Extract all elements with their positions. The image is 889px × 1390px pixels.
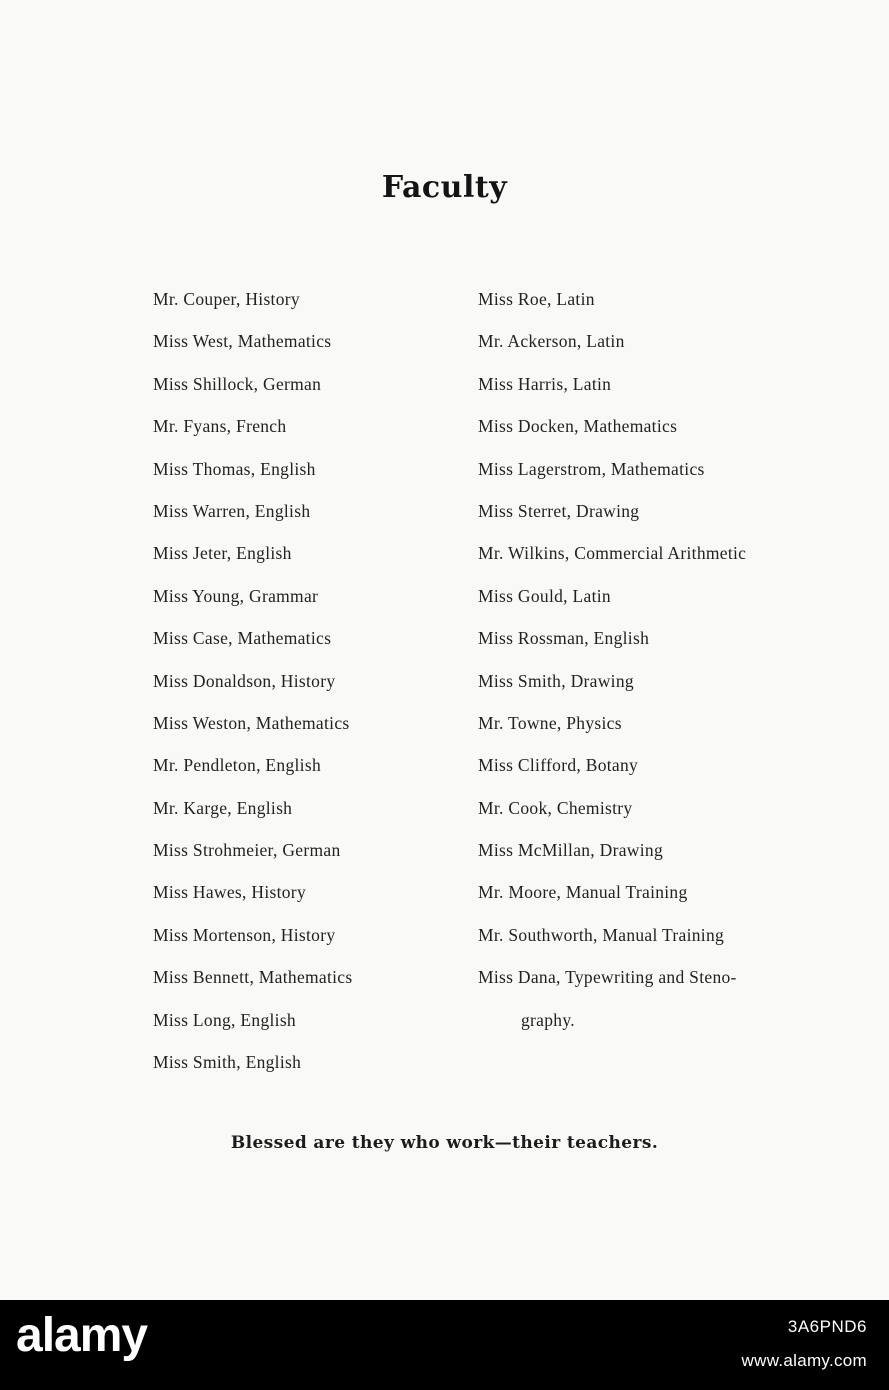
- faculty-entry-continuation: graphy.: [521, 1009, 575, 1030]
- faculty-entry: Miss Weston, Mathematics: [153, 712, 350, 733]
- image-id: 3A6PND6: [787, 1317, 867, 1336]
- faculty-entry: Mr. Karge, English: [153, 797, 293, 818]
- faculty-entry: Miss McMillan, Drawing: [478, 840, 663, 861]
- faculty-entry: Miss Thomas, English: [153, 458, 316, 479]
- faculty-entry: Miss Jeter, English: [153, 543, 292, 564]
- motto: Blessed are they who work—their teachers.: [230, 1133, 659, 1153]
- faculty-list-right: [478, 287, 818, 1050]
- faculty-entry: Mr. Fyans, French: [153, 416, 287, 437]
- site-url: www.alamy.com: [741, 1351, 867, 1370]
- brand-logo: alamy: [16, 1309, 148, 1362]
- faculty-entry: Mr. Southworth, Manual Training: [478, 924, 725, 945]
- faculty-entry: Miss Strohmeier, German: [153, 840, 341, 861]
- faculty-entry: Mr. Cook, Chemistry: [478, 797, 633, 818]
- faculty-entry: Miss Roe, Latin: [478, 289, 595, 309]
- faculty-entry: Miss Clifford, Botany: [478, 755, 639, 776]
- faculty-entry: Miss Shillock, German: [153, 373, 322, 394]
- faculty-entry: Miss Case, Mathematics: [153, 628, 332, 649]
- faculty-entry: Mr. Pendleton, English: [153, 755, 321, 776]
- faculty-entry: Miss Sterret, Drawing: [478, 500, 640, 521]
- faculty-list-left: [153, 287, 453, 1092]
- faculty-entry: Miss Long, English: [153, 1009, 296, 1030]
- faculty-entry: Miss Lagerstrom, Mathematics: [478, 458, 705, 479]
- page-title: Faculty: [381, 170, 508, 205]
- faculty-entry: Miss Bennett, Mathematics: [153, 967, 353, 988]
- faculty-entry: Miss Gould, Latin: [478, 585, 611, 606]
- faculty-entry: Miss Young, Grammar: [153, 585, 319, 606]
- faculty-entry: Miss Donaldson, History: [153, 670, 336, 691]
- faculty-entry: Miss Warren, English: [153, 500, 311, 521]
- faculty-entry: Miss Smith, English: [153, 1052, 302, 1073]
- faculty-entry: Miss West, Mathematics: [153, 331, 332, 352]
- faculty-entry: Mr. Towne, Physics: [478, 712, 622, 733]
- faculty-entry: Mr. Couper, History: [153, 289, 300, 309]
- faculty-entry: Miss Smith, Drawing: [478, 670, 634, 691]
- faculty-entry: Miss Dana, Typewriting and Steno-: [478, 967, 737, 988]
- faculty-entry: Mr. Ackerson, Latin: [478, 331, 625, 352]
- faculty-entry: Miss Mortenson, History: [153, 924, 336, 945]
- faculty-entry: Miss Docken, Mathematics: [478, 416, 678, 437]
- faculty-entry: Miss Harris, Latin: [478, 373, 612, 394]
- faculty-entry: Mr. Moore, Manual Training: [478, 882, 688, 903]
- faculty-entry: Miss Hawes, History: [153, 882, 306, 903]
- faculty-entry: Miss Rossman, English: [478, 628, 650, 649]
- faculty-entry: Mr. Wilkins, Commercial Arithmetic: [478, 543, 747, 564]
